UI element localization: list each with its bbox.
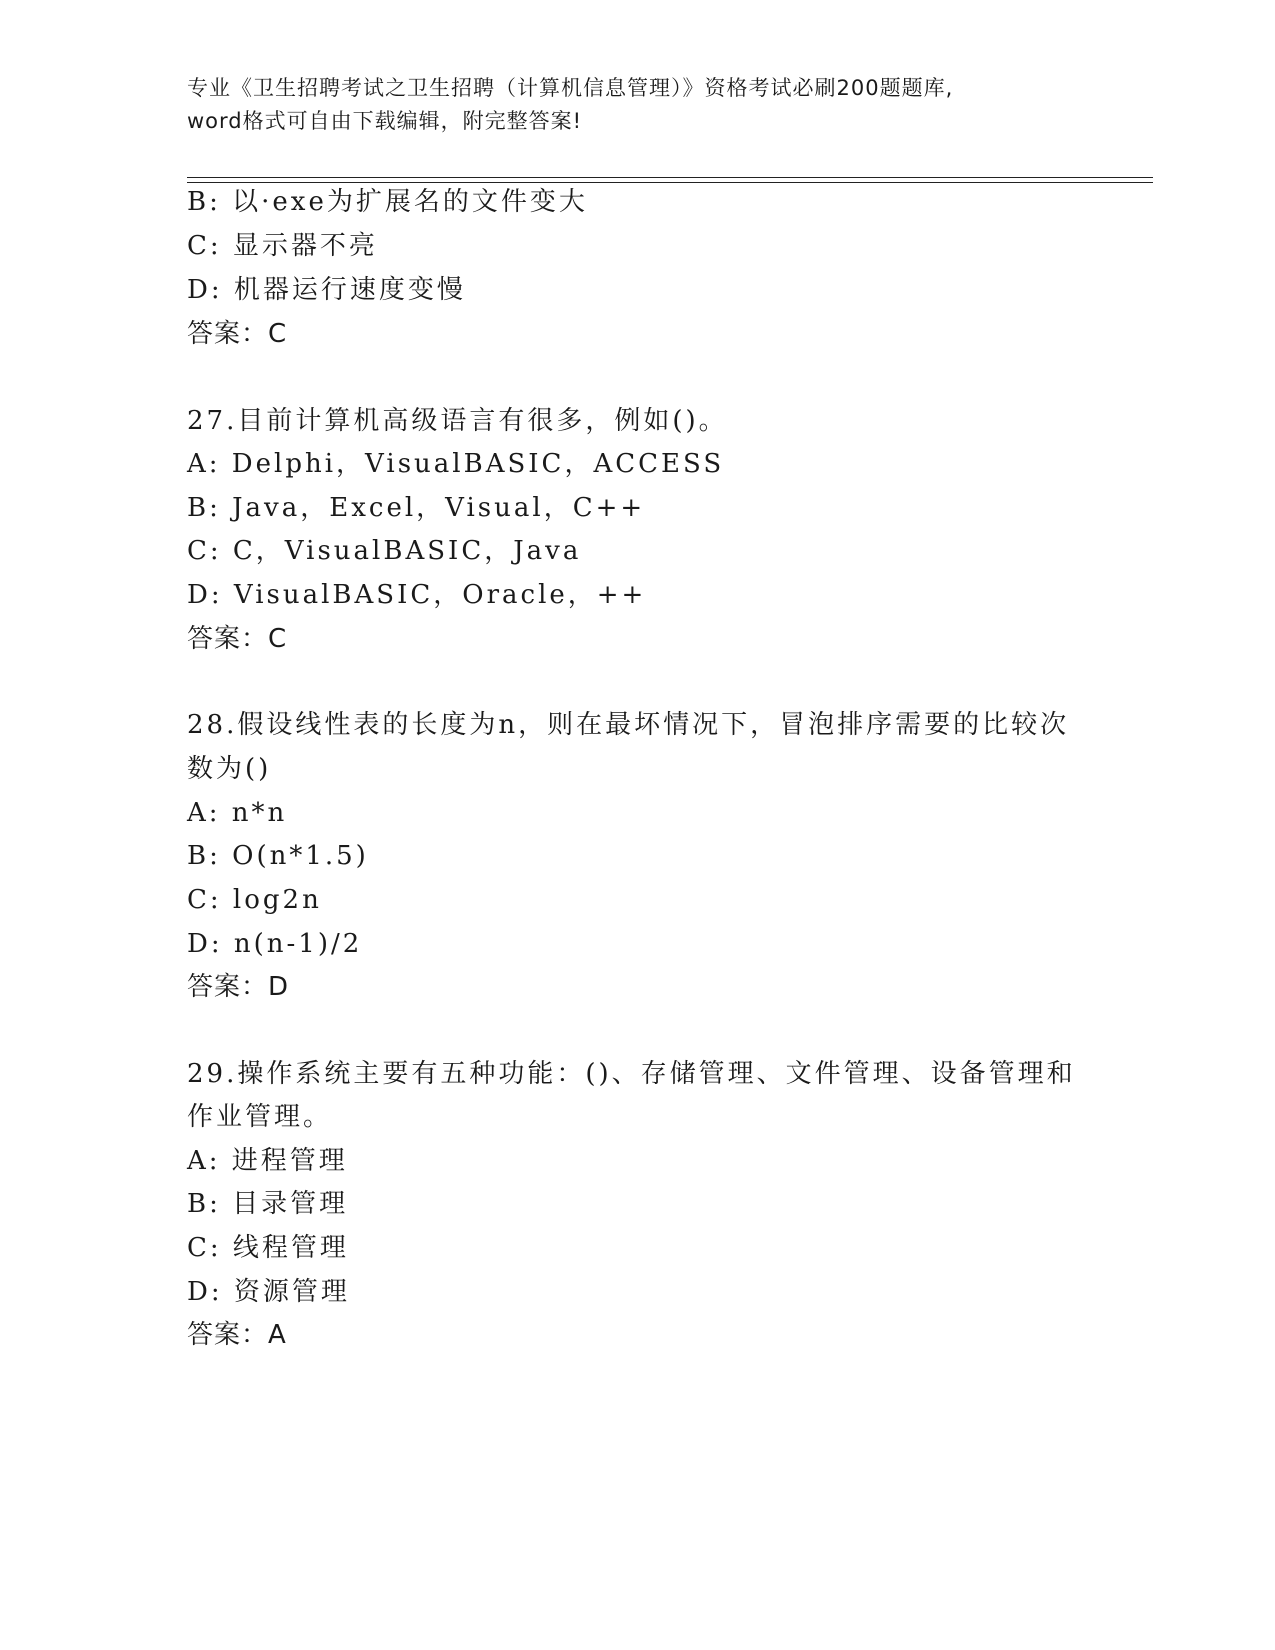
document-header xyxy=(187,72,1087,138)
q26-answer: 答案：C xyxy=(187,319,288,349)
q29-answer: 答案：A xyxy=(187,1320,287,1350)
q28-answer: 答案：D xyxy=(187,972,290,1002)
q28-option-c: C: log2n xyxy=(187,885,322,915)
q27-option-a: A: Delphi，VisualBASIC，ACCESS xyxy=(187,449,725,479)
q27-answer: 答案：C xyxy=(187,624,288,654)
q27-question: 27.目前计算机高级语言有很多，例如()。 xyxy=(187,406,728,436)
q28-question-line-2: 数为() xyxy=(187,754,272,784)
q26-option-c: C: 显示器不亮 xyxy=(187,231,378,261)
q28-option-a: A: n*n xyxy=(187,798,288,828)
q29-question-line-2: 作业管理。 xyxy=(187,1102,333,1132)
q29-option-d: D: 资源管理 xyxy=(187,1277,350,1307)
q26-option-b: B: 以·exe为扩展名的文件变大 xyxy=(187,187,588,217)
q29-option-b: B: 目录管理 xyxy=(187,1189,349,1219)
q28-option-d: D: n(n-1)/2 xyxy=(187,929,363,959)
q27-option-d: D: VisualBASIC，Oracle，++ xyxy=(187,580,647,610)
q28-question-line-1: 28.假设线性表的长度为n，则在最坏情况下，冒泡排序需要的比较次 xyxy=(187,710,1070,740)
q29-question-line-1: 29.操作系统主要有五种功能：()、存储管理、文件管理、设备管理和 xyxy=(187,1059,1076,1089)
q28-option-b: B: O(n*1.5) xyxy=(187,841,369,871)
q26-option-d: D: 机器运行速度变慢 xyxy=(187,275,466,305)
header-divider-bottom xyxy=(187,182,1153,183)
q27-option-c: C: C，VisualBASIC，Java xyxy=(187,536,582,566)
q29-option-c: C: 线程管理 xyxy=(187,1233,349,1263)
header-title-line-1: 专业《卫生招聘考试之卫生招聘（计算机信息管理）》资格考试必刷200题题库, xyxy=(187,76,954,100)
q27-option-b: B: Java，Excel，Visual，C++ xyxy=(187,493,646,523)
header-divider-top xyxy=(187,177,1153,178)
header-title-line-2: word格式可自由下载编辑，附完整答案! xyxy=(187,109,583,133)
q29-option-a: A: 进程管理 xyxy=(187,1146,348,1176)
